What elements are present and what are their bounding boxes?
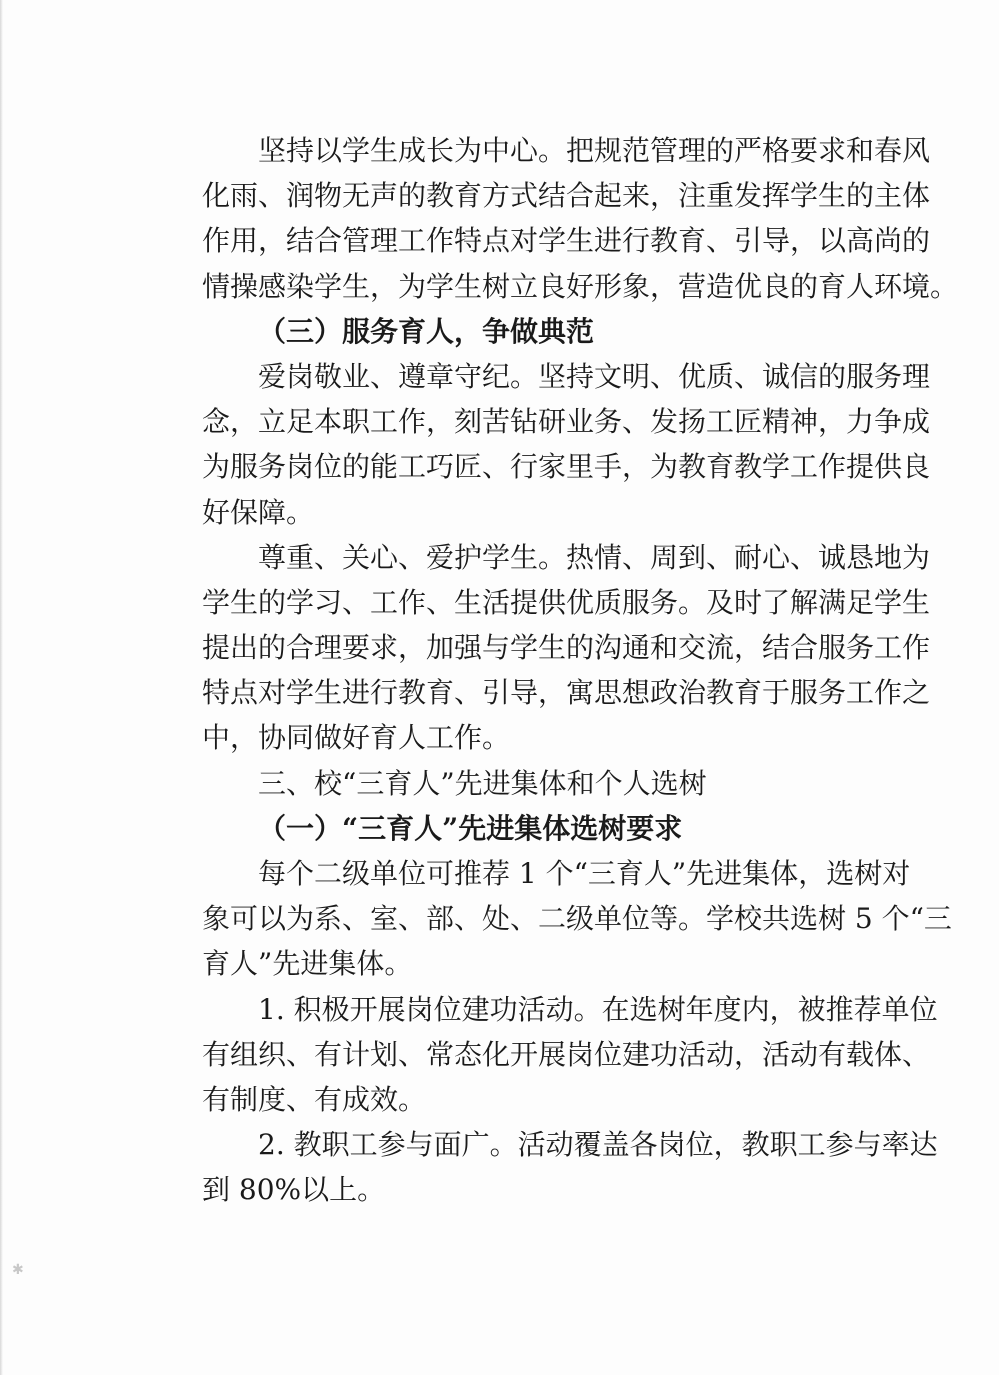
text-line: 提出的合理要求，加强与学生的沟通和交流，结合服务工作 bbox=[202, 631, 931, 665]
text-line: 情操感染学生，为学生树立良好形象，营造优良的育人环境。 bbox=[202, 269, 959, 303]
text-line: 每个二级单位可推荐 1 个“三育人”先进集体，选树对 bbox=[258, 857, 911, 890]
text-line: 特点对学生进行教育、引导，寓思想政治教育于服务工作之 bbox=[202, 676, 931, 710]
text-line: 象可以为系、室、部、处、二级单位等。学校共选树 5 个“三 bbox=[202, 902, 952, 936]
text-line: 有制度、有成效。 bbox=[202, 1082, 427, 1116]
document-body bbox=[202, 128, 959, 1213]
text-line: 爱岗敬业、遵章守纪。坚持文明、优质、诚信的服务理 bbox=[258, 359, 931, 393]
text-line: 有组织、有计划、常态化开展岗位建功活动，活动有载体、 bbox=[202, 1037, 931, 1071]
text-line: 好保障。 bbox=[202, 495, 315, 529]
section-heading: （一）“三育人”先进集体选树要求 bbox=[258, 811, 683, 845]
text-line: 育人”先进集体。 bbox=[202, 947, 413, 981]
text-line: 学生的学习、工作、生活提供优质服务。及时了解满足学生 bbox=[202, 585, 931, 619]
text-line: 到 80%以上。 bbox=[202, 1173, 386, 1207]
scan-speck: ✱ bbox=[12, 1262, 24, 1278]
text-line: 三、校“三育人”先进集体和个人选树 bbox=[258, 766, 707, 800]
text-line: 为服务岗位的能工巧匠、行家里手，为教育教学工作提供良 bbox=[202, 450, 931, 484]
text-line: 念，立足本职工作，刻苦钻研业务、发扬工匠精神，力争成 bbox=[202, 405, 931, 439]
text-line: 化雨、润物无声的教育方式结合起来，注重发挥学生的主体 bbox=[202, 179, 931, 213]
section-heading: （三）服务育人，争做典范 bbox=[258, 314, 595, 348]
text-line: 尊重、关心、爱护学生。热情、周到、耐心、诚恳地为 bbox=[258, 540, 931, 574]
text-line: 2. 教职工参与面广。活动覆盖各岗位，教职工参与率达 bbox=[258, 1128, 938, 1162]
scan-edge bbox=[0, 0, 3, 1375]
text-line: 1. 积极开展岗位建功活动。在选树年度内，被推荐单位 bbox=[258, 992, 938, 1026]
text-line: 坚持以学生成长为中心。把规范管理的严格要求和春风 bbox=[258, 134, 931, 167]
text-line: 作用，结合管理工作特点对学生进行教育、引导，以高尚的 bbox=[202, 224, 931, 258]
text-line: 中，协同做好育人工作。 bbox=[202, 721, 511, 755]
